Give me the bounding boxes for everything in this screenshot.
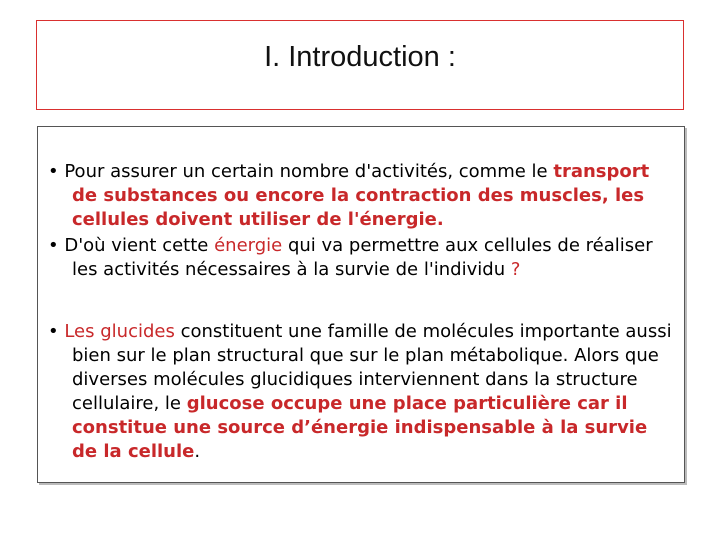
slide-title: I. Introduction : bbox=[264, 41, 456, 73]
paragraph-3-text-a: constituent une famille de molécules importante aussi bien sur le plan structural que sur le plan métabolique. Alors que diverses molécules glucidiques interviennent dans la structure cellulaire, le bbox=[72, 321, 672, 414]
paragraph-2-text-b: qui va permettre aux cellules de réaliser les activités nécessaires à la survie de l'individu bbox=[72, 235, 653, 280]
content-box bbox=[37, 126, 685, 483]
bullet: • bbox=[48, 235, 65, 256]
paragraph-2-text-a: D'où vient cette bbox=[64, 235, 215, 256]
bullet: • bbox=[48, 321, 65, 342]
question-mark: ? bbox=[510, 259, 521, 280]
paragraph-energy-question bbox=[48, 234, 678, 282]
paragraph-2-highlight: énergie bbox=[214, 235, 283, 256]
paragraph-1-text: Pour assurer un certain nombre d'activités, comme le bbox=[64, 161, 554, 182]
bullet: • bbox=[48, 161, 65, 182]
paragraph-3-highlight-b: glucose occupe une place particulière car il constitue une source d’énergie indispensable à la survie de la cellule bbox=[72, 393, 648, 462]
paragraph-3-highlight-a: Les glucides bbox=[64, 321, 175, 342]
paragraph-1-highlight: transport de substances ou encore la contraction des muscles, les cellules doivent utiliser de l'énergie. bbox=[72, 161, 650, 230]
paragraph-3-text-b: . bbox=[194, 441, 201, 462]
paragraph-energy-needs bbox=[48, 160, 678, 232]
paragraph-glucides bbox=[48, 320, 678, 464]
title-box bbox=[36, 20, 684, 110]
